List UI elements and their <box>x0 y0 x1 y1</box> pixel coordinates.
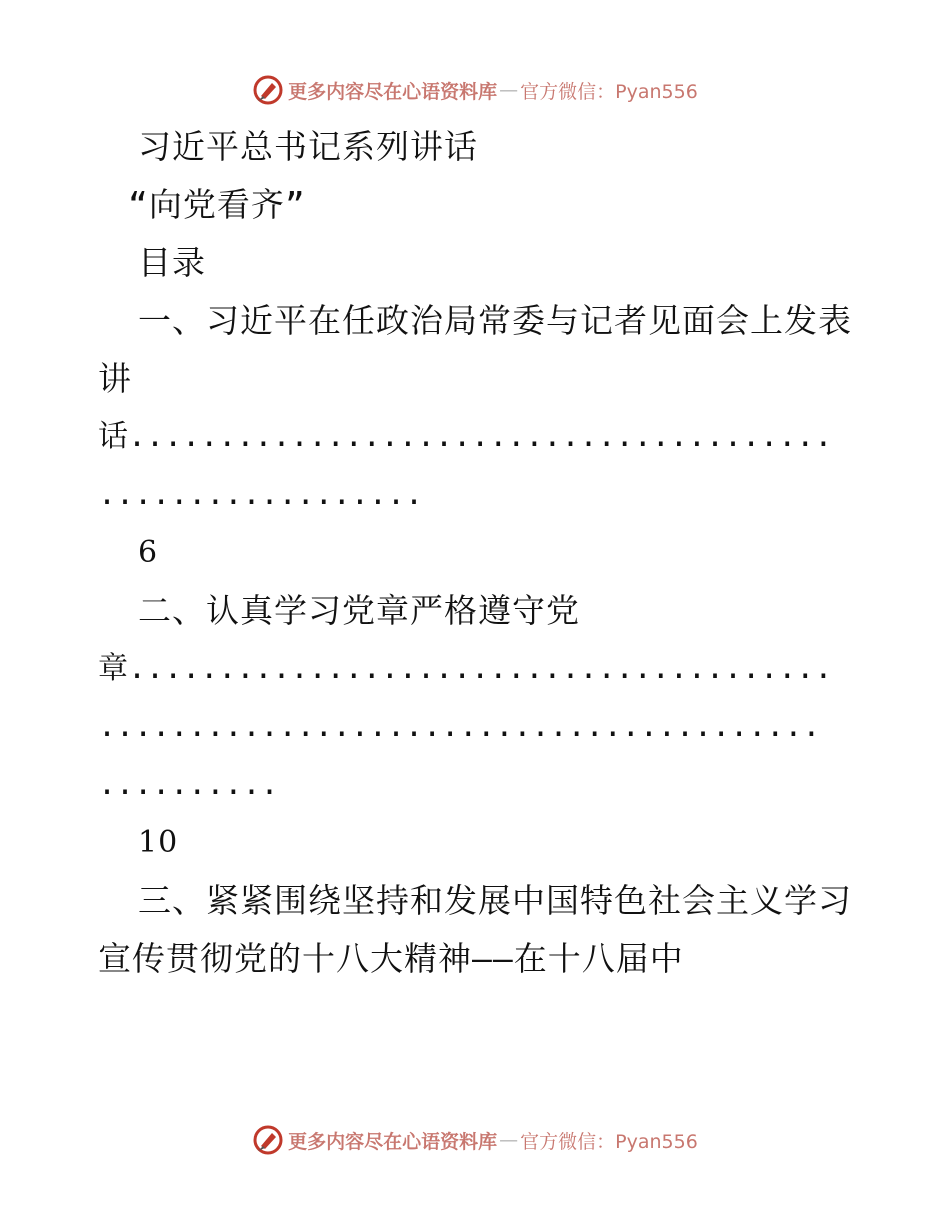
doc-subtitle: “向党看齐” <box>128 185 306 224</box>
toc-entry-2-page: 10 <box>138 825 179 860</box>
toc-entry-3-title: 三、紧紧围绕坚持和发展中国特色社会主义学习 <box>138 881 852 920</box>
header-banner <box>0 70 950 110</box>
document-body <box>98 118 858 988</box>
banner-dash: — <box>499 1129 519 1151</box>
banner-brand-text: 更多内容尽在心语资料库 <box>288 80 498 103</box>
toc-heading: 目录 <box>138 243 206 282</box>
toc-entry-2-title: 二、认真学习党章严格遵守党 <box>138 591 580 630</box>
pen-logo-icon <box>252 74 284 106</box>
banner-dash: — <box>499 79 519 101</box>
banner-wechat-text: 官方微信：Pyan556 <box>520 1130 698 1153</box>
toc-entry-1-page: 6 <box>138 535 159 570</box>
toc-entry-1-title: 一、习近平在任政治局常委与记者见面会上发表 <box>138 301 852 340</box>
pen-logo-icon <box>252 1124 284 1156</box>
banner-brand-text: 更多内容尽在心语资料库 <box>288 1130 498 1153</box>
toc-entry-1-wrap: 讲 <box>98 359 132 398</box>
doc-title: 习近平总书记系列讲话 <box>138 127 478 166</box>
footer-banner <box>0 1120 950 1160</box>
toc-entry-2-leader-end: .......... <box>98 767 279 802</box>
banner-wechat-text: 官方微信：Pyan556 <box>520 80 698 103</box>
toc-entry-2-leader: 章....................................... <box>98 651 833 686</box>
toc-entry-1-leader-cont: .................. <box>98 477 424 512</box>
toc-entry-3-title-cont: 宣传贯彻党的十八大精神——在十八届中 <box>98 939 684 978</box>
toc-entry-2-leader-cont: ........................................ <box>98 709 821 744</box>
toc-entry-1-leader: 话....................................... <box>98 419 833 454</box>
